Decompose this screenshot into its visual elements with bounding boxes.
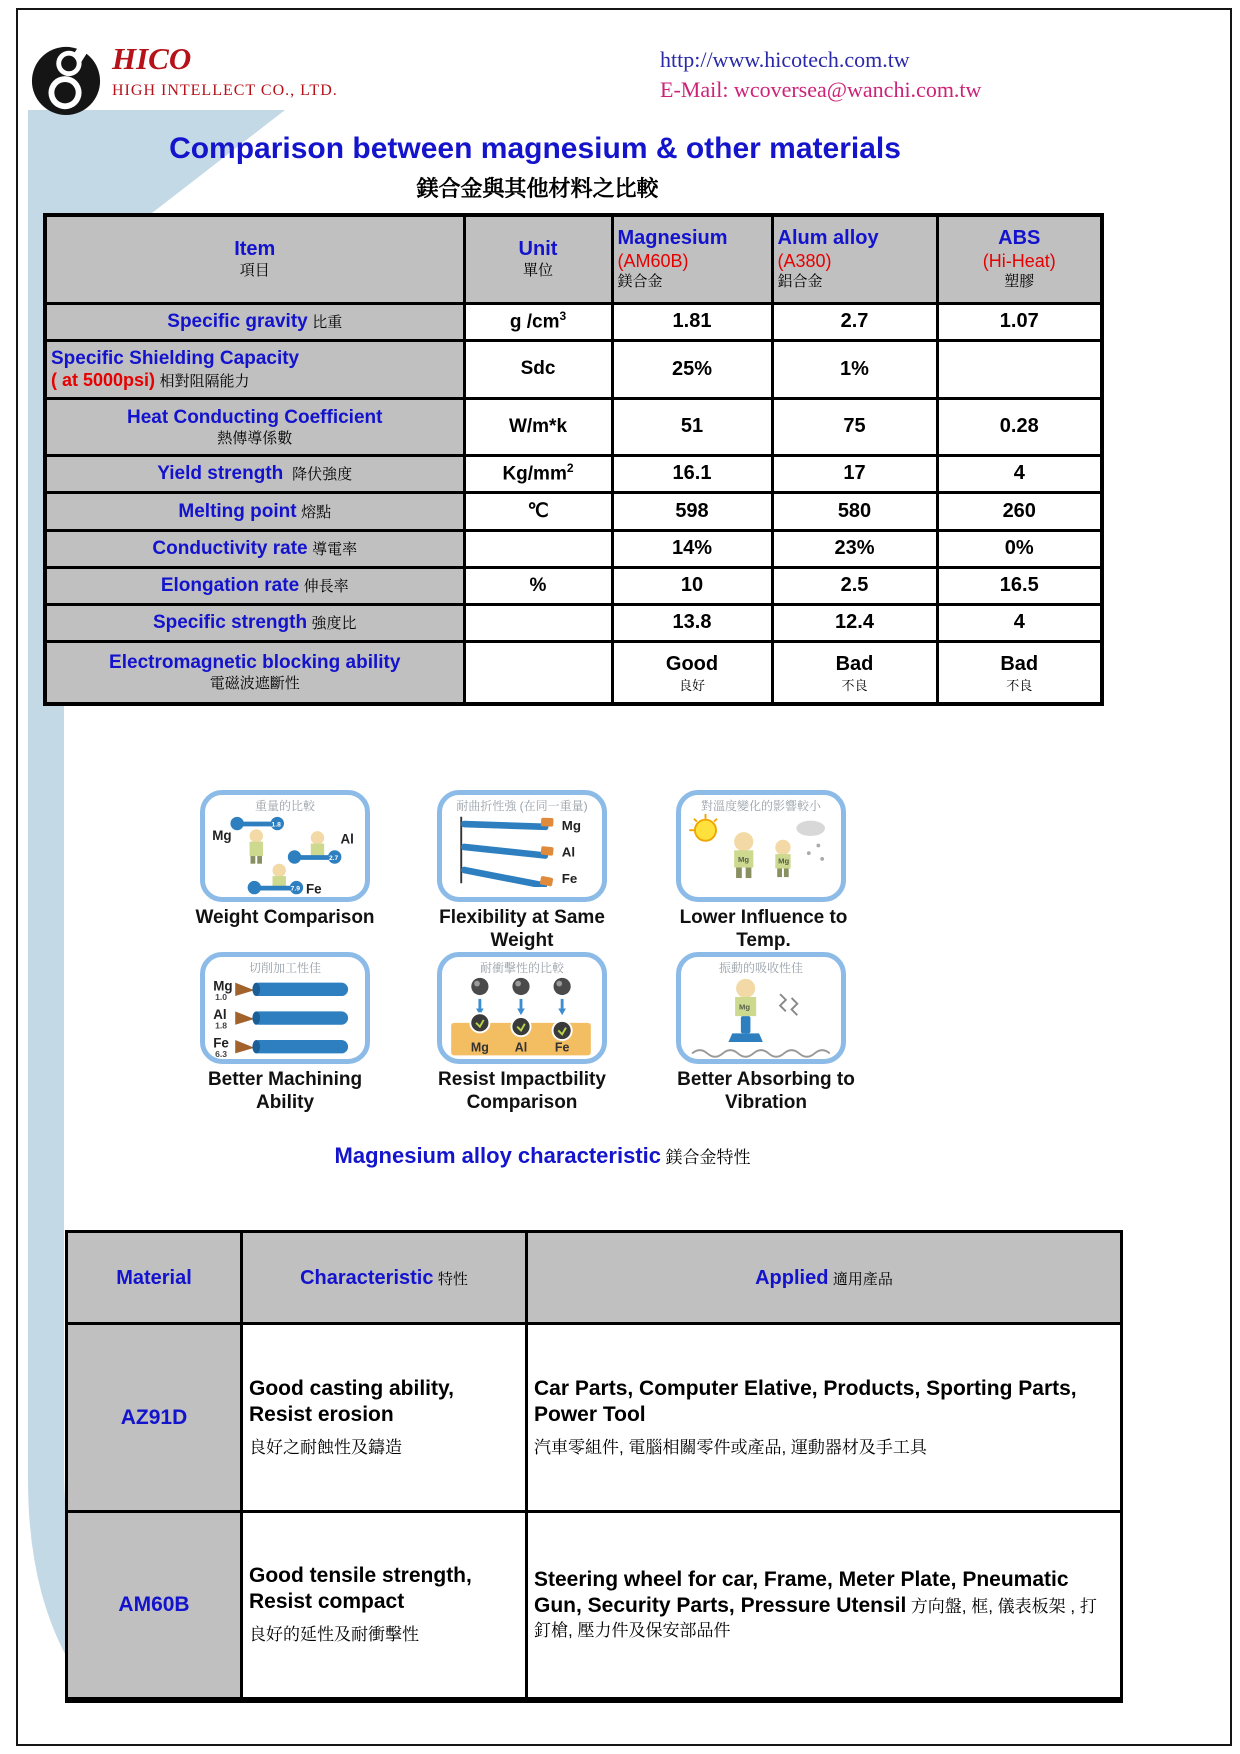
impact-illustration <box>442 975 600 1063</box>
value-cell-abs: 0.28 <box>937 398 1102 455</box>
panel-caption: Resist Impactbility Comparison <box>438 1069 606 1113</box>
value-cell-alum: 23% <box>772 530 937 567</box>
item-cell: Elongation rate 伸長率 <box>45 567 464 604</box>
unit-cell <box>464 530 612 567</box>
value-cell-magnesium: 25% <box>612 340 772 398</box>
value-cell-abs: 0% <box>937 530 1102 567</box>
panel-caption: Weight Comparison <box>195 907 375 928</box>
table-row <box>67 1324 1122 1512</box>
item-cell: Conductivity rate 導電率 <box>45 530 464 567</box>
table-row <box>45 530 1102 567</box>
item-cell: Specific Shielding Capacity ( at 5000psi) 相對阻隔能力 <box>45 340 464 398</box>
table-row <box>67 1512 1122 1700</box>
item-cell: Yield strength 降伏強度 <box>45 455 464 492</box>
logo-company: HIGH INTELLECT CO., LTD. <box>112 82 338 99</box>
value-cell-magnesium: 1.81 <box>612 303 772 340</box>
value-cell-alum: 75 <box>772 398 937 455</box>
unit-cell: Sdc <box>464 340 612 398</box>
panel-title: 耐曲折性強 (在同一重量) <box>456 799 588 813</box>
svg-text:Al: Al <box>514 1040 528 1055</box>
svg-text:Mg: Mg <box>778 856 790 866</box>
value-cell-abs: 1.07 <box>937 303 1102 340</box>
section-heading <box>0 1143 1085 1169</box>
temperature-illustration <box>681 813 839 901</box>
item-cell: Specific gravity 比重 <box>45 303 464 340</box>
machining-illustration <box>205 975 363 1063</box>
item-cell: Melting point 熔點 <box>45 492 464 530</box>
material-cell: AM60B <box>67 1512 242 1700</box>
header-alum-alloy: Alum alloy (A380) 鋁合金 <box>772 215 937 303</box>
table-header-row <box>45 215 1102 303</box>
item-cell: Specific strength 強度比 <box>45 604 464 641</box>
unit-cell: W/m*k <box>464 398 612 455</box>
panel-title: 重量的比較 <box>254 799 315 813</box>
applied-cell: Car Parts, Computer Elative, Products, Sporting Parts, Power Tool 汽車零組件, 電腦相關零件或產品, 運動器材及手工具 <box>527 1324 1122 1512</box>
svg-text:Mg: Mg <box>213 978 233 994</box>
value-cell-alum: 2.5 <box>772 567 937 604</box>
value-cell-magnesium: Good 良好 <box>612 641 772 704</box>
value-cell-abs: 4 <box>937 455 1102 492</box>
panel-caption: Flexibility at Same Weight <box>439 907 605 951</box>
svg-text:2.7: 2.7 <box>328 854 339 862</box>
weight-comparison-illustration <box>205 813 363 901</box>
unit-cell: g $/cm^3$ <box>464 303 612 340</box>
page-title: Comparison between magnesium & other materials <box>169 132 901 165</box>
section-heading-zh: 鎂合金特性 <box>665 1148 751 1167</box>
svg-text:Fe: Fe <box>561 871 578 887</box>
panel-title: 振動的吸收性佳 <box>718 961 803 975</box>
header-abs: ABS (Hi-Heat) 塑膠 <box>937 215 1102 303</box>
material-cell: AZ91D <box>67 1324 242 1512</box>
applied-cell: Steering wheel for car, Frame, Meter Plate, Pneumatic Gun, Security Parts, Pressure Utensil 方向盤, 框, 儀表板架 , 打釘槍, 壓力件及保安部品件 <box>527 1512 1122 1700</box>
panel-title: 耐衝擊性的比較 <box>479 961 564 975</box>
item-cell: Electromagnetic blocking ability 電磁波遮斷性 <box>45 641 464 704</box>
characteristic-cell: Good casting ability, Resist erosion 良好之耐蝕性及鑄造 <box>242 1324 527 1512</box>
header-applied: Applied 適用產品 <box>527 1232 1122 1324</box>
header-characteristic: Characteristic 特性 <box>242 1232 527 1324</box>
vibration-panel <box>676 952 846 1064</box>
panel-caption: Lower Influence to Temp. <box>679 907 848 951</box>
unit-cell <box>464 604 612 641</box>
header-unit: Unit 單位 <box>464 215 612 303</box>
table-row <box>45 492 1102 530</box>
svg-text:1.8: 1.8 <box>271 821 281 829</box>
value-cell-magnesium: 10 <box>612 567 772 604</box>
website-link[interactable]: http://www.hicotech.com.tw <box>660 47 910 72</box>
svg-text:1.8: 1.8 <box>215 1020 228 1031</box>
value-cell-abs: Bad 不良 <box>937 641 1102 704</box>
value-cell-magnesium: 14% <box>612 530 772 567</box>
value-cell-abs: 4 <box>937 604 1102 641</box>
value-cell-alum: 2.7 <box>772 303 937 340</box>
svg-text:Al: Al <box>561 844 576 860</box>
unit-cell <box>464 641 612 704</box>
comparison-table <box>43 213 1104 706</box>
header-material: Material <box>67 1232 242 1324</box>
value-cell-alum: 580 <box>772 492 937 530</box>
characteristic-cell: Good tensile strength, Resist compact 良好的延性及耐衝擊性 <box>242 1512 527 1700</box>
table-row <box>45 604 1102 641</box>
contact-block <box>660 45 981 105</box>
svg-text:Al: Al <box>213 1007 227 1022</box>
unit-cell: % <box>464 567 612 604</box>
unit-cell: ℃ <box>464 492 612 530</box>
svg-text:Fe: Fe <box>213 1035 229 1051</box>
unit-cell: $Kg/mm^2$ <box>464 455 612 492</box>
svg-text:Mg: Mg <box>212 827 232 843</box>
logo <box>30 40 338 120</box>
page-title-chinese: 鎂合金與其他材料之比較 <box>416 176 659 201</box>
email-link[interactable]: E-Mail: wcoversea@wanchi.com.tw <box>660 77 982 102</box>
value-cell-abs <box>937 340 1102 398</box>
machining-panel <box>200 952 370 1064</box>
section-heading-en: Magnesium alloy characteristic <box>334 1143 661 1168</box>
table-row <box>45 303 1102 340</box>
impact-panel <box>437 952 607 1064</box>
value-cell-alum: Bad 不良 <box>772 641 937 704</box>
svg-text:1.0: 1.0 <box>215 991 228 1002</box>
header-magnesium: Magnesium (AM60B) 鎂合金 <box>612 215 772 303</box>
temperature-panel <box>676 790 846 902</box>
weight-comparison-panel <box>200 790 370 902</box>
table-row <box>45 398 1102 455</box>
value-cell-magnesium: 16.1 <box>612 455 772 492</box>
svg-text:6.3: 6.3 <box>215 1049 228 1060</box>
vibration-illustration <box>681 975 839 1063</box>
value-cell-alum: 12.4 <box>772 604 937 641</box>
table-header-row <box>67 1232 1122 1324</box>
logo-name: HICO <box>112 41 192 76</box>
table-row <box>45 455 1102 492</box>
item-cell: Heat Conducting Coefficient 熱傳導係數 <box>45 398 464 455</box>
value-cell-magnesium: 13.8 <box>612 604 772 641</box>
svg-text:7.9: 7.9 <box>290 885 300 893</box>
svg-text:Mg: Mg <box>470 1040 489 1055</box>
flexibility-panel <box>437 790 607 902</box>
panel-title: 切削加工性佳 <box>248 961 321 975</box>
table-row <box>45 641 1102 704</box>
value-cell-alum: 1% <box>772 340 937 398</box>
header-item: Item 項目 <box>45 215 464 303</box>
panel-caption: Better Absorbing to Vibration <box>677 1069 855 1113</box>
value-cell-magnesium: 51 <box>612 398 772 455</box>
svg-text:Fe: Fe <box>554 1040 570 1055</box>
table-row <box>45 567 1102 604</box>
svg-text:Mg: Mg <box>561 818 581 834</box>
panel-title: 對溫度變化的影響較小 <box>700 799 821 813</box>
svg-text:Al: Al <box>340 831 354 847</box>
panel-caption: Better Machining Ability <box>207 1069 363 1113</box>
flexibility-illustration <box>442 813 600 887</box>
svg-text:Mg: Mg <box>738 854 750 864</box>
hico-logo-icon <box>30 40 102 120</box>
svg-text:Mg: Mg <box>738 1002 751 1012</box>
value-cell-magnesium: 598 <box>612 492 772 530</box>
value-cell-abs: 260 <box>937 492 1102 530</box>
characteristic-table <box>65 1230 1123 1703</box>
value-cell-alum: 17 <box>772 455 937 492</box>
svg-text:Fe: Fe <box>306 881 322 897</box>
value-cell-abs: 16.5 <box>937 567 1102 604</box>
table-row <box>45 340 1102 398</box>
